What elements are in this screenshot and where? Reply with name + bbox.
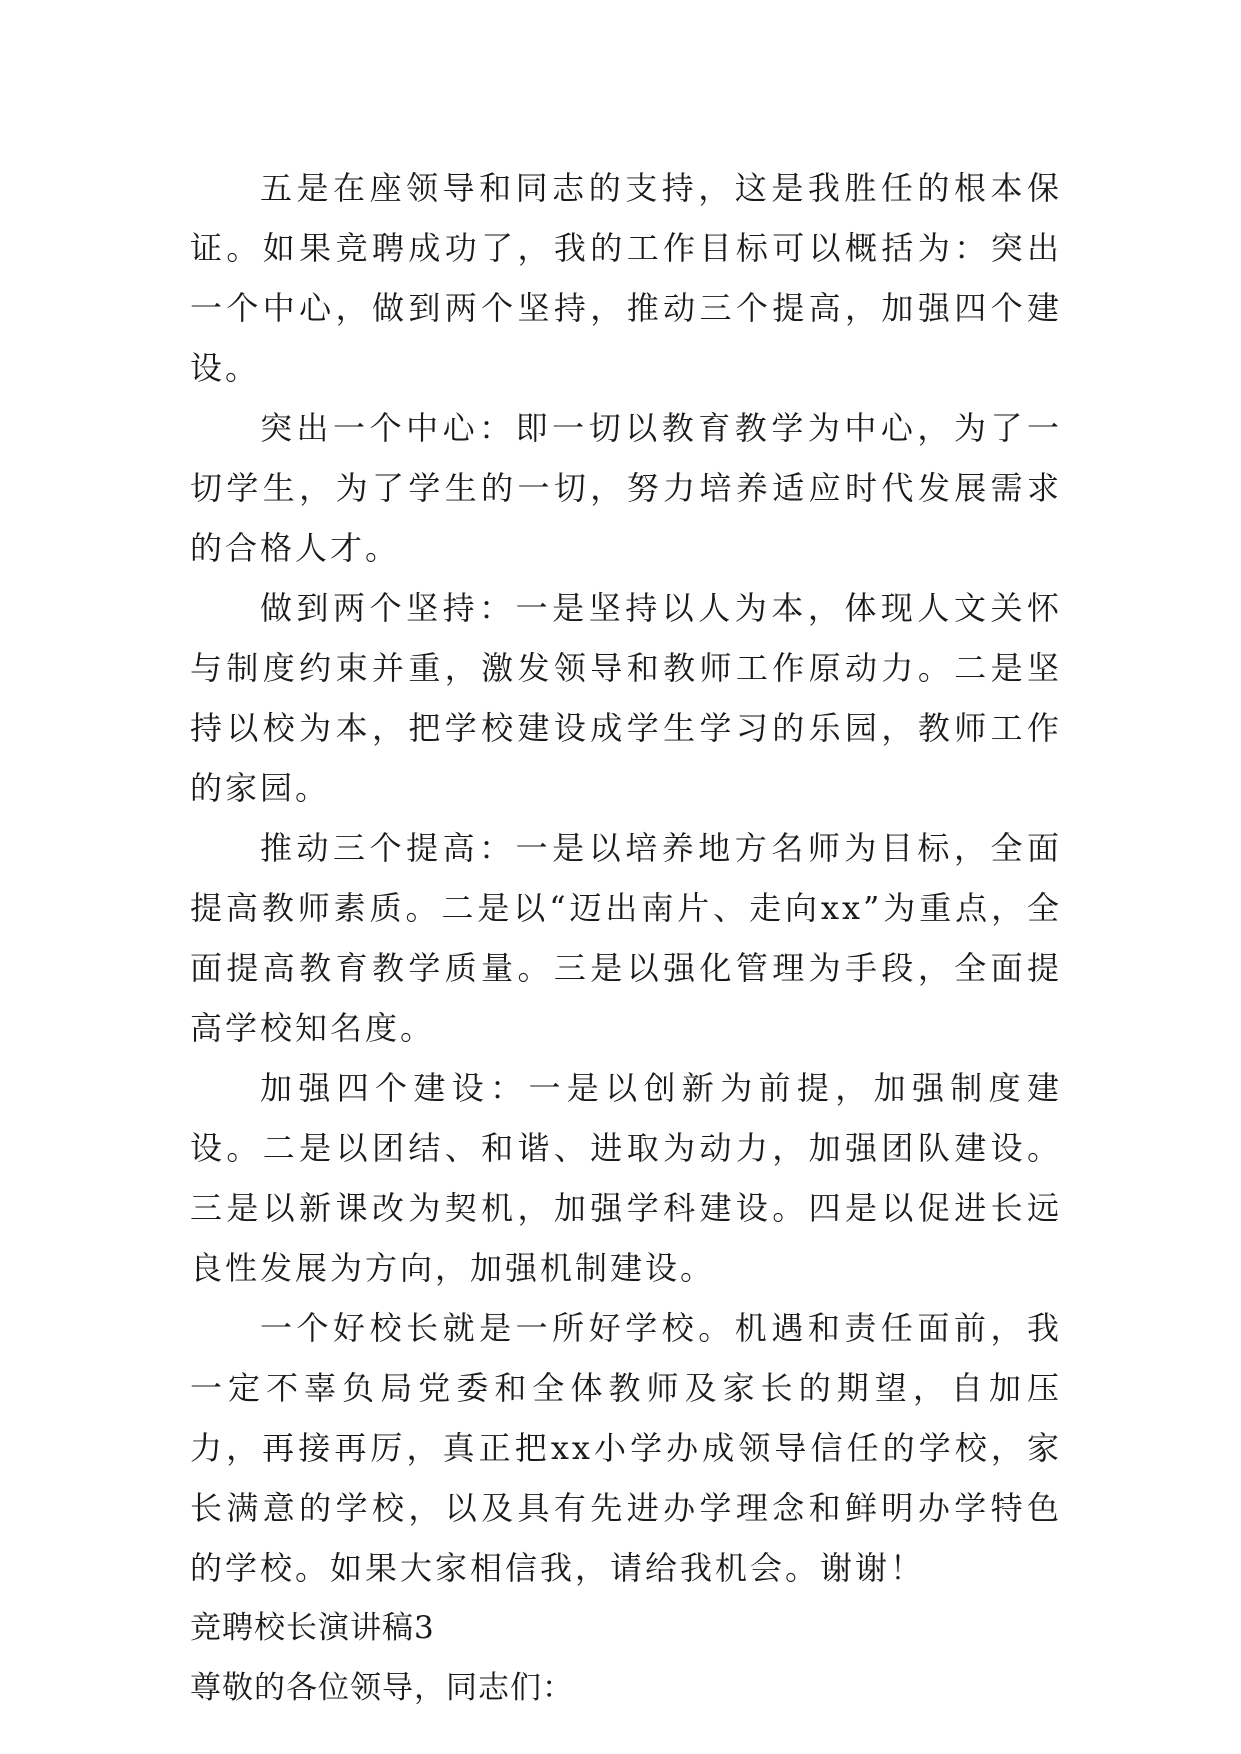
section-title: 竞聘校长演讲稿3 [190,1610,435,1646]
paragraph: 做到两个坚持：一是坚持以人为本，体现人文关怀与制度约束并重，激发领导和教师工作原动力。二是坚持以校为本，把学校建设成学生学习的乐园，教师工作的家园。 [190,589,1062,807]
paragraph: 五是在座领导和同志的支持，这是我胜任的根本保证。如果竞聘成功了，我的工作目标可以概括为：突出一个中心，做到两个坚持，推动三个提高，加强四个建设。 [190,169,1062,387]
paragraph: 突出一个中心：即一切以教育教学为中心，为了一切学生，为了学生的一切，努力培养适应时代发展需求的合格人才。 [190,409,1062,567]
greeting: 尊敬的各位领导，同志们： [190,1670,574,1706]
paragraph: 加强四个建设：一是以创新为前提，加强制度建设。二是以团结、和谐、进取为动力，加强团队建设。三是以新课改为契机，加强学科建设。四是以促进长远良性发展为方向，加强机制建设。 [190,1069,1062,1287]
paragraph: 一个好校长就是一所好学校。机遇和责任面前，我一定不辜负局党委和全体教师及家长的期望，自加压力，再接再厉，真正把xx小学办成领导信任的学校，家长满意的学校，以及具有先进办学理念和鲜明办学特色的学校。如果大家相信我，请给我机会。谢谢！ [190,1309,1062,1587]
paragraph: 推动三个提高：一是以培养地方名师为目标，全面提高教师素质。二是以“迈出南片、走向xx”为重点，全面提高教育教学质量。三是以强化管理为手段，全面提高学校知名度。 [190,829,1062,1047]
document-body [190,158,1062,1718]
